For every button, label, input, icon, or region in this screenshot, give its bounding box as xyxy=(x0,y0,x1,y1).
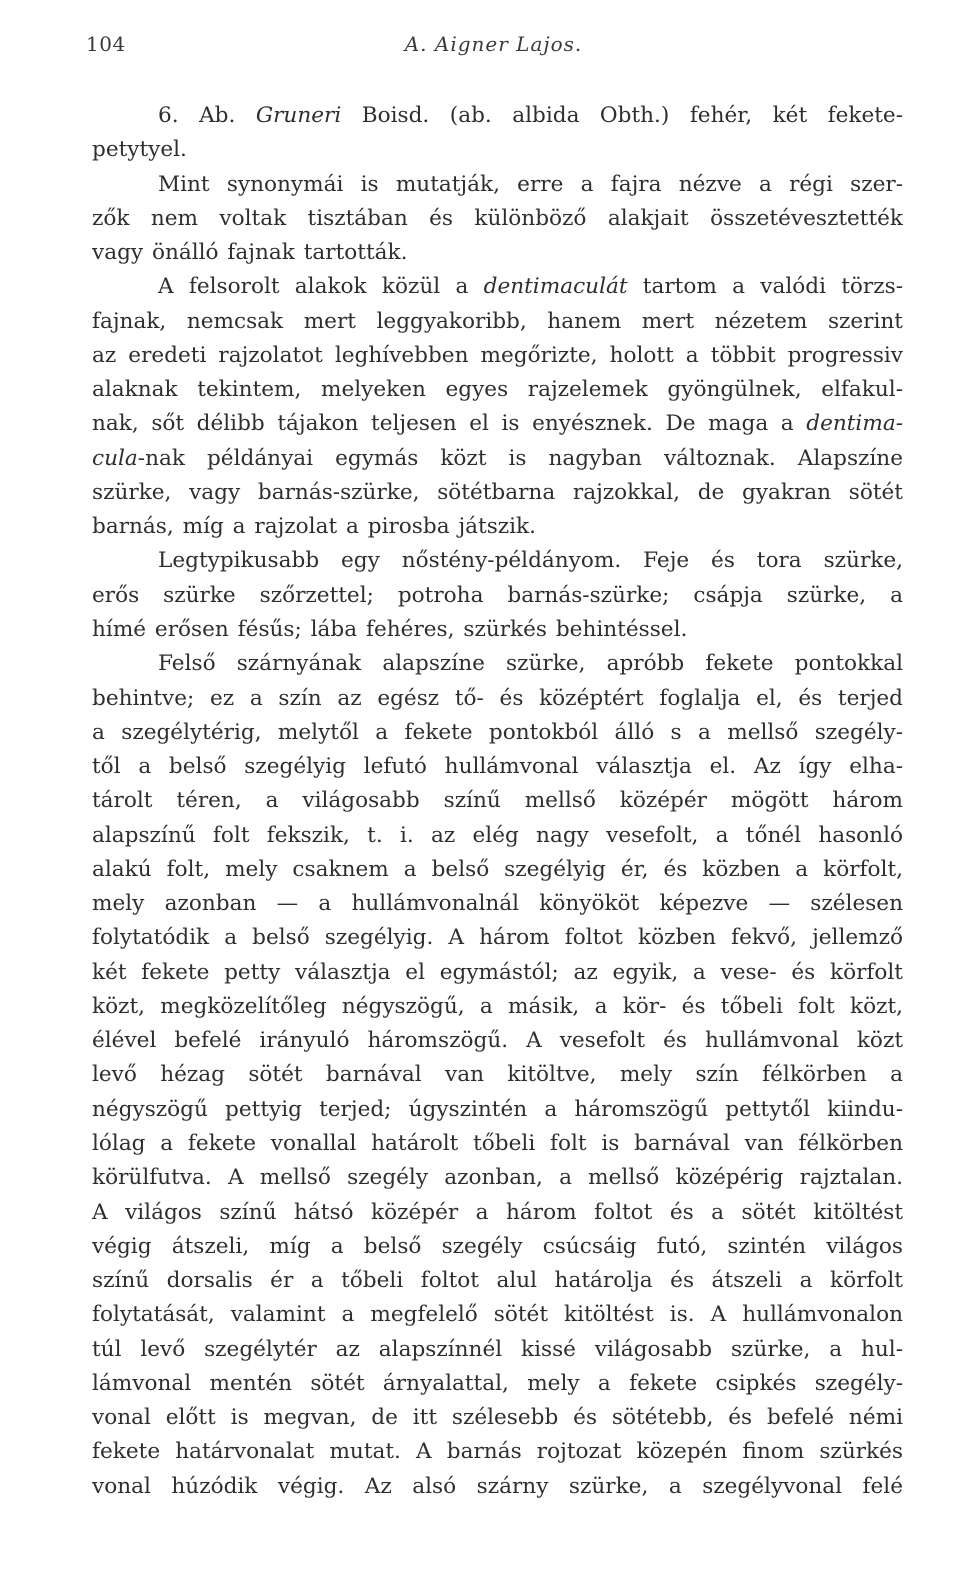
text-run: élével befelé irányuló háromszögű. A vesefolt és hullámvonal közt xyxy=(92,1028,903,1054)
text-line xyxy=(92,853,903,887)
text-run: szürke, vagy barnás-szürke, sötétbarna rajzokkal, de gyakran sötét xyxy=(92,479,903,505)
text-line xyxy=(92,510,903,544)
text-line xyxy=(92,407,903,441)
text-run: nak, sőt délibb tájakon teljesen el is enyésznek. De maga a xyxy=(92,411,807,437)
text-run: Felső szárnyának alapszíne szürke, apróbb fekete pontokkal xyxy=(158,651,903,677)
text-run: alakú folt, mely csaknem a belső szegélyig ér, és közben a körfolt, xyxy=(92,856,903,882)
text-line xyxy=(92,1435,903,1469)
text-run: A felsorolt alakok közül a xyxy=(158,274,484,300)
text-line xyxy=(92,202,903,236)
text-run: lámvonal mentén sötét árnyalattal, mely a fekete csipkés szegély- xyxy=(92,1370,903,1396)
text-run: mely azonban — a hullámvonalnál könyököt képezve — szélesen xyxy=(92,891,903,917)
italic-term: cula xyxy=(92,445,138,471)
text-line xyxy=(92,819,903,853)
text-line xyxy=(92,99,903,133)
text-run: től a belső szegélyig lefutó hullámvonal választja el. Az így elha- xyxy=(92,754,903,780)
text-run: az eredeti rajzolatot leghívebben megőrizte, holott a többit progressiv xyxy=(92,342,903,368)
text-line xyxy=(92,1470,903,1504)
text-run: Mint synonymái is mutatják, erre a fajra nézve a régi szer- xyxy=(158,171,903,197)
text-run: lólag a fekete vonallal határolt tőbeli folt is barnával van félkörben xyxy=(92,1130,903,1156)
body-text xyxy=(92,99,903,1504)
text-line xyxy=(92,1230,903,1264)
text-run: fekete határvonalat mutat. A barnás rojtozat közepén finom szürkés xyxy=(92,1439,903,1465)
text-run: folytatódik a belső szegélyig. A három foltot közben fekvő, jellemző xyxy=(92,925,903,951)
text-run: végig átszeli, míg a belső szegély csúcsáig futó, szintén világos xyxy=(92,1233,903,1259)
text-run: 6. Ab. xyxy=(158,103,256,128)
text-run: közt, megközelítőleg négyszögű, a másik, a kör- és tőbeli folt közt, xyxy=(92,993,903,1019)
text-run: hímé erősen fésűs; lába fehéres, szürkés behintéssel. xyxy=(92,616,688,642)
text-line xyxy=(92,990,903,1024)
text-run: A világos színű hátsó középér a három foltot és a sötét kitöltést xyxy=(92,1199,903,1225)
text-line xyxy=(92,647,903,681)
text-line xyxy=(92,887,903,921)
text-line xyxy=(92,339,903,373)
text-run: petytyel. xyxy=(92,137,187,163)
text-run: négyszögű pettyig terjed; úgyszintén a háromszögű pettytől kiindu- xyxy=(92,1096,903,1122)
text-line xyxy=(92,1264,903,1298)
text-line xyxy=(92,270,903,304)
text-line xyxy=(92,544,903,578)
page-number: 104 xyxy=(86,32,126,56)
text-run: levő hézag sötét barnával van kitöltve, mely szín félkörben a xyxy=(92,1062,903,1088)
text-run: tárolt téren, a világosabb színű mellső középér mögött három xyxy=(92,788,903,814)
text-line xyxy=(92,613,903,647)
text-line xyxy=(92,373,903,407)
text-line xyxy=(92,476,903,510)
running-head: A. Aigner Lajos. xyxy=(404,32,583,56)
text-line xyxy=(92,956,903,990)
italic-term: dentima- xyxy=(806,411,903,437)
text-run: vonal húzódik végig. Az alsó szárny szürke, a szegélyvonal felé xyxy=(92,1473,903,1499)
page-header xyxy=(86,32,901,62)
text-run: folytatását, valamint a megfelelő sötét kitöltést is. A hullámvonalon xyxy=(92,1302,903,1328)
text-run: Boisd. (ab. albida Obth.) fehér, két fekete- xyxy=(341,103,903,128)
text-run: színű dorsalis ér a tőbeli foltot alul határolja és átszeli a körfolt xyxy=(92,1268,903,1294)
text-run: erős szürke szőrzettel; potroha barnás-szürke; csápja szürke, a xyxy=(92,582,903,608)
italic-term: dentimaculát xyxy=(483,274,628,300)
text-line xyxy=(92,921,903,955)
text-line xyxy=(92,168,903,202)
text-line xyxy=(92,1367,903,1401)
text-run: alapszínű folt fekszik, t. i. az elég nagy vesefolt, a tőnél hasonló xyxy=(92,822,903,848)
text-line xyxy=(92,1401,903,1435)
italic-term: Gruneri xyxy=(255,103,342,128)
text-run: túl levő szegélytér az alapszínnél kissé világosabb szürke, a hul- xyxy=(92,1336,903,1362)
text-run: alaknak tekintem, melyeken egyes rajzelemek gyöngülnek, elfakul- xyxy=(92,377,903,403)
text-line xyxy=(92,1161,903,1195)
text-line xyxy=(92,716,903,750)
text-run: barnás, míg a rajzolat a pirosba játszik. xyxy=(92,514,537,540)
text-run: zők nem voltak tisztában és különböző alakjait összetévesztették xyxy=(92,205,903,231)
text-run: -nak példányai egymás közt is nagyban változnak. Alapszíne xyxy=(137,445,903,471)
text-run: fajnak, nemcsak mert leggyakoribb, hanem mert nézetem szerint xyxy=(92,308,903,334)
text-run: a szegélytérig, melytől a fekete pontokból álló s a mellső szegély- xyxy=(92,719,903,745)
text-line xyxy=(92,305,903,339)
text-line xyxy=(92,1058,903,1092)
text-line xyxy=(92,750,903,784)
text-line xyxy=(92,442,903,476)
text-line xyxy=(92,1298,903,1332)
text-run: két fekete petty választja el egymástól; az egyik, a vese- és körfolt xyxy=(92,959,903,985)
text-line xyxy=(92,1093,903,1127)
text-run: tartom a valódi törzs- xyxy=(627,274,903,300)
text-run: vagy önálló fajnak tartották. xyxy=(92,240,408,266)
text-line xyxy=(92,1127,903,1161)
text-line xyxy=(92,1024,903,1058)
text-line xyxy=(92,784,903,818)
text-run: körülfutva. A mellső szegély azonban, a mellső középérig rajztalan. xyxy=(92,1165,903,1191)
text-run: vonal előtt is megvan, de itt szélesebb és sötétebb, és befelé némi xyxy=(92,1405,903,1431)
text-line xyxy=(92,1196,903,1230)
text-line xyxy=(92,1333,903,1367)
text-run: Legtypikusabb egy nőstény-példányom. Feje és tora szürke, xyxy=(158,548,903,574)
text-run: behintve; ez a szín az egész tő- és középtért foglalja el, és terjed xyxy=(92,685,903,711)
text-line xyxy=(92,133,903,167)
text-line xyxy=(92,682,903,716)
text-line xyxy=(92,579,903,613)
text-line xyxy=(92,236,903,270)
